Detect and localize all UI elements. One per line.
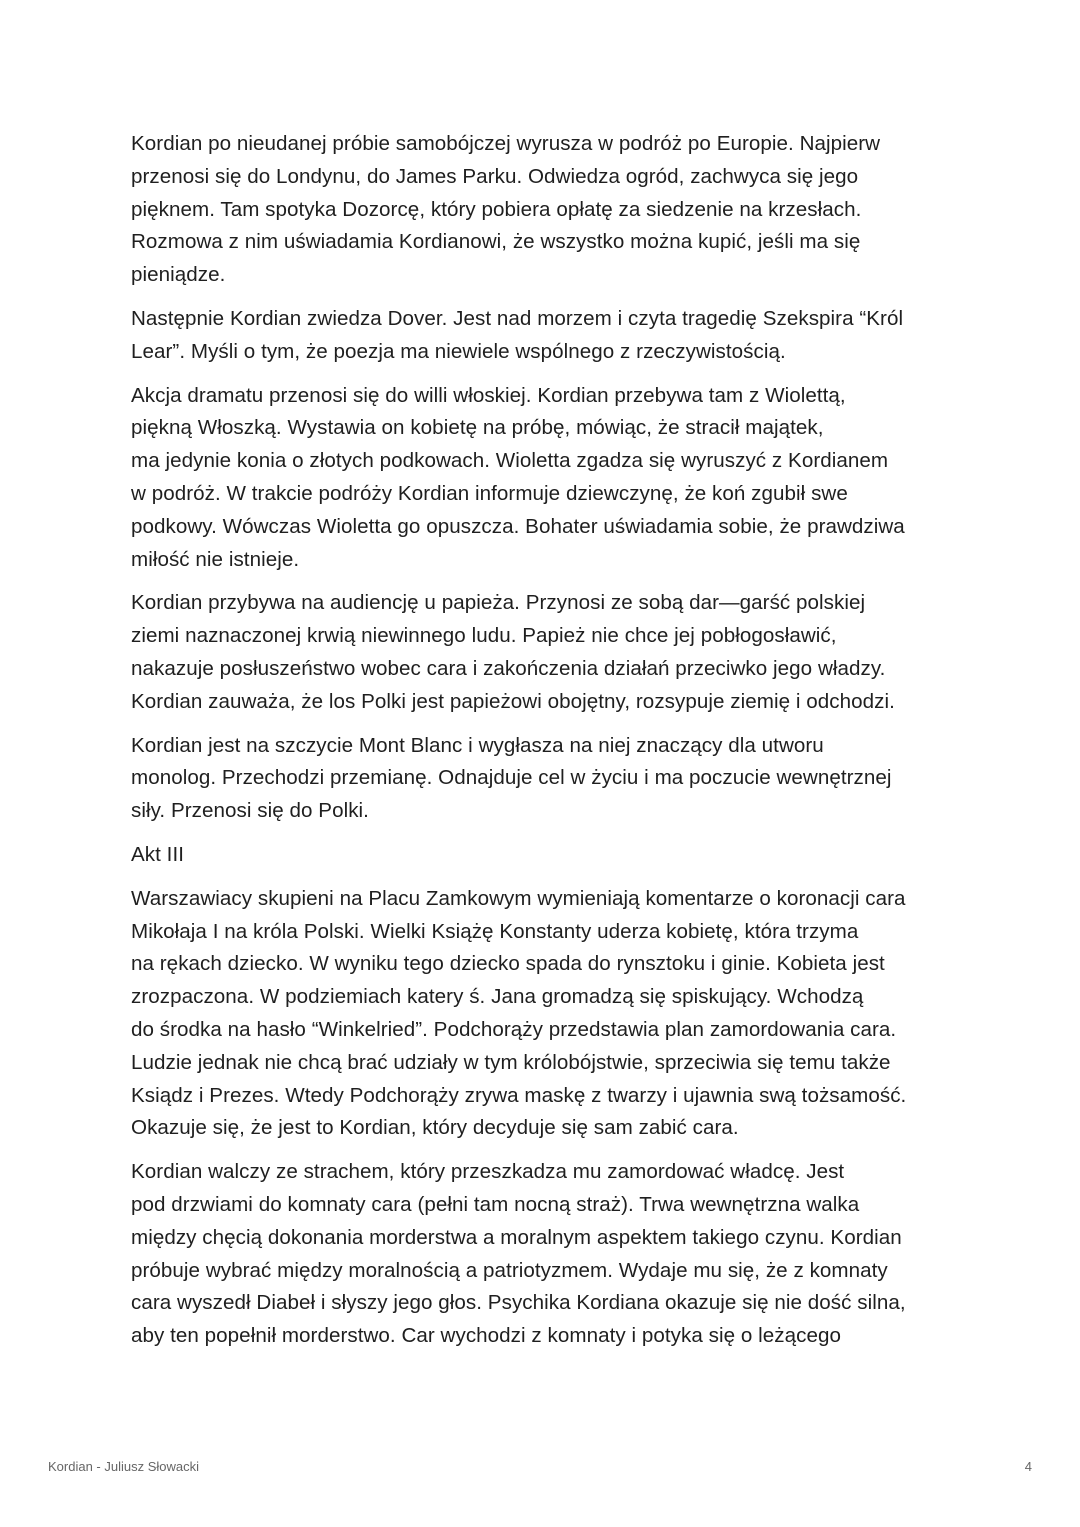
text-line: pieniądze.: [131, 263, 226, 287]
text-line: aby ten popełnił morderstwo. Car wychodzi z komnaty i potyka się o leżącego: [131, 1324, 842, 1348]
paragraph-castle-square: [131, 883, 961, 1145]
paragraph-mont-blanc: [131, 730, 961, 828]
text-line: ma jedynie konia o złotych podkowach. Wioletta zgadza się wyruszyć z Kordianem: [131, 449, 889, 473]
text-line: Ksiądz i Prezes. Wtedy Podchorąży zrywa maskę z twarzy i ujawnia swą tożsamość.: [131, 1083, 907, 1107]
text-line: cara wyszedł Diabeł i słyszy jego głos. Psychika Kordiana okazuje się nie dość silna,: [131, 1291, 906, 1315]
section-heading-act-3: [131, 839, 961, 872]
paragraph-dover: [131, 303, 961, 369]
text-line: Okazuje się, że jest to Kordian, który decyduje się sam zabić cara.: [131, 1116, 739, 1140]
heading-text: Akt III: [131, 842, 184, 866]
text-line: do środka na hasło “Winkelried”. Podchorąży przedstawia plan zamordowania cara.: [131, 1017, 897, 1041]
text-line: nakazuje posłuszeństwo wobec cara i zakończenia działań przeciwko jego władzy.: [131, 656, 886, 680]
text-line: Rozmowa z nim uświadamia Kordianowi, że wszystko można kupić, jeśli ma się: [131, 230, 861, 254]
text-line: Kordian walczy ze strachem, który przeszkadza mu zamordować władcę. Jest: [131, 1160, 845, 1184]
text-line: na rękach dziecko. W wyniku tego dziecko spada do rynsztoku i ginie. Kobieta jest: [131, 952, 885, 976]
text-line: pięknem. Tam spotyka Dozorcę, który pobiera opłatę za siedzenie na krzesłach.: [131, 197, 862, 221]
paragraph-london: [131, 128, 961, 292]
text-line: Ludzie jednak nie chcą brać udziały w tym królobójstwie, sprzeciwia się temu także: [131, 1050, 891, 1074]
text-line: Kordian jest na szczycie Mont Blanc i wygłasza na niej znaczący dla utworu: [131, 733, 824, 757]
text-line: Kordian po nieudanej próbie samobójczej wyrusza w podróż po Europie. Najpierw: [131, 132, 881, 155]
text-line: ziemi naznaczonej krwią niewinnego ludu. Papież nie chce jej pobłogosławić,: [131, 624, 837, 648]
text-line: miłość nie istnieje.: [131, 547, 300, 571]
text-line: między chęcią dokonania morderstwa a moralnym aspektem takiego czynu. Kordian: [131, 1225, 902, 1249]
text-line: w podróż. W trakcie podróży Kordian informuje dziewczynę, że koń zgubił swe: [131, 481, 848, 505]
text-line: Lear”. Myśli o tym, że poezja ma niewiele wspólnego z rzeczywistością.: [131, 339, 786, 363]
text-line: piękną Włoszką. Wystawia on kobietę na próbę, mówiąc, że stracił majątek,: [131, 416, 824, 440]
text-line: pod drzwiami do komnaty cara (pełni tam nocną straż). Trwa wewnętrzna walka: [131, 1192, 860, 1216]
document-body: [131, 128, 961, 1364]
paragraph-pope: [131, 587, 961, 718]
text-line: przenosi się do Londynu, do James Parku. Odwiedza ogród, zachwyca się jego: [131, 164, 859, 188]
page-number: 4: [1024, 1459, 1032, 1474]
text-line: próbuje wybrać między moralnością a patriotyzmem. Wydaje mu się, że z komnaty: [131, 1258, 888, 1282]
text-line: monolog. Przechodzi przemianę. Odnajduje cel w życiu i ma poczucie wewnętrznej: [131, 766, 892, 790]
text-line: Następnie Kordian zwiedza Dover. Jest nad morzem i czyta tragedię Szekspira “Król: [131, 306, 904, 330]
footer-document-title: Kordian - Juliusz Słowacki: [48, 1459, 200, 1474]
paragraph-tsar-chamber: [131, 1156, 961, 1353]
text-line: podkowy. Wówczas Wioletta go opuszcza. Bohater uświadamia sobie, że prawdziwa: [131, 514, 905, 538]
text-line: Kordian zauważa, że los Polki jest papieżowi obojętny, rozsypuje ziemię i odchodzi.: [131, 689, 895, 713]
text-line: zrozpaczona. W podziemiach katery ś. Jana gromadzą się spiskujący. Wchodzą: [131, 985, 864, 1009]
text-line: Akcja dramatu przenosi się do willi włoskiej. Kordian przebywa tam z Wiolettą,: [131, 383, 846, 407]
text-line: siły. Przenosi się do Polki.: [131, 799, 369, 823]
text-line: Kordian przybywa na audiencję u papieża. Przynosi ze sobą dar—garść polskiej: [131, 591, 866, 615]
paragraph-italian-villa: [131, 380, 961, 577]
text-line: Warszawiacy skupieni na Placu Zamkowym wymieniają komentarze o koronacji cara: [131, 886, 906, 910]
text-line: Mikołaja I na króla Polski. Wielki Książę Konstanty uderza kobietę, która trzyma: [131, 919, 859, 943]
